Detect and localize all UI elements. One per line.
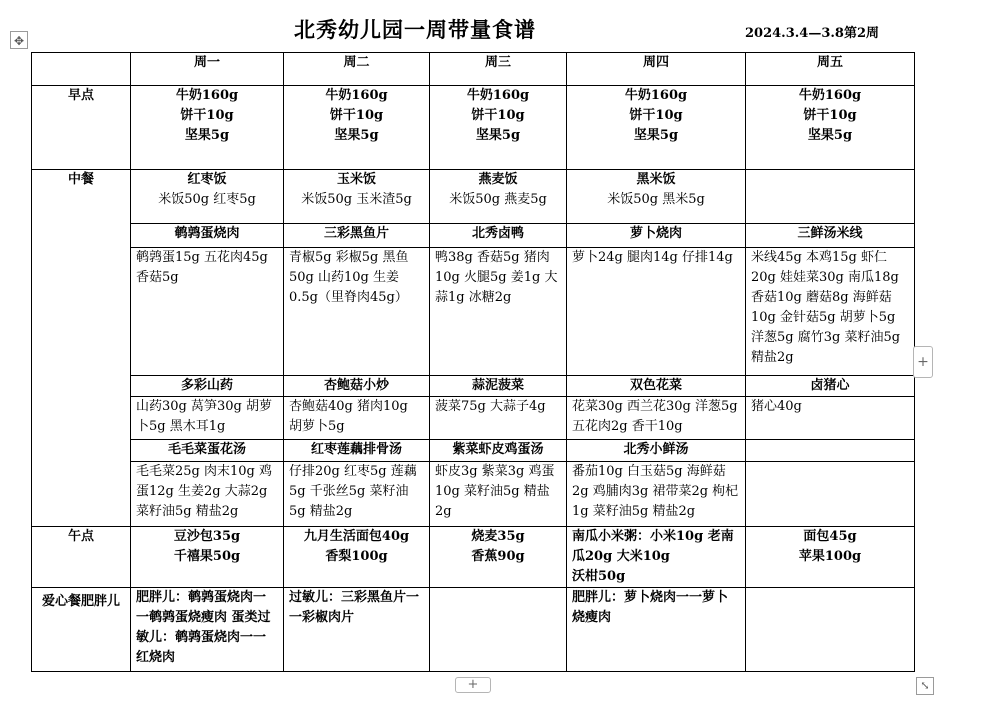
- dish-name: 卤猪心: [746, 376, 915, 397]
- meat-dish-row: [32, 224, 915, 248]
- staple-cell: [746, 170, 915, 224]
- dish-name: 紫菜虾皮鸡蛋汤: [430, 440, 567, 462]
- dish-name: 多彩山药: [131, 376, 284, 397]
- snack-cell: 南瓜小米粥：小米10g 老南瓜20g 大米10g 沃柑50g: [567, 527, 746, 588]
- corner-cell: [32, 53, 131, 86]
- row-label-lunch: 中餐: [32, 170, 131, 527]
- ingredients-cell: 仔排20g 红枣5g 莲藕5g 千张丝5g 菜籽油5g 精盐2g: [284, 462, 430, 527]
- staple-cell: 玉米饭 米饭50g 玉米渣5g: [284, 170, 430, 224]
- ingredients-cell: 虾皮3g 紫菜3g 鸡蛋10g 菜籽油5g 精盐2g: [430, 462, 567, 527]
- staple-cell: 燕麦饭 米饭50g 燕麦5g: [430, 170, 567, 224]
- special-cell: 肥胖儿：鹌鹑蛋烧肉一一鹌鹑蛋烧瘦肉 蛋类过敏儿：鹌鹑蛋烧肉一一红烧肉: [131, 588, 284, 672]
- dish-name: 红枣莲藕排骨汤: [284, 440, 430, 462]
- table-move-icon[interactable]: ✥: [10, 31, 28, 49]
- ingredients-cell: 鸭38g 香菇5g 猪肉10g 火腿5g 姜1g 大蒜1g 冰糖2g: [430, 248, 567, 376]
- dish-name: 北秀小鲜汤: [567, 440, 746, 462]
- veg-dish-row: [32, 376, 915, 397]
- day-header: 周五: [746, 53, 915, 86]
- dish-name: 双色花菜: [567, 376, 746, 397]
- dish-name: 北秀卤鸭: [430, 224, 567, 248]
- ingredients-cell: 菠菜75g 大蒜子4g: [430, 397, 567, 440]
- breakfast-cell: 牛奶160g 饼干10g 坚果5g: [284, 86, 430, 170]
- add-column-button[interactable]: +: [913, 346, 933, 378]
- staple-cell: 黑米饭 米饭50g 黑米5g: [567, 170, 746, 224]
- ingredients-cell: [746, 462, 915, 527]
- ingredients-cell: 米线45g 本鸡15g 虾仁20g 娃娃菜30g 南瓜18g 香菇10g 蘑菇8g 海鲜菇10g 金针菇5g 胡萝卜5g 洋葱5g 腐竹3g 菜籽油5g 精盐2g: [746, 248, 915, 376]
- dish-name: [746, 440, 915, 462]
- dish-name: 萝卜烧肉: [567, 224, 746, 248]
- breakfast-cell: 牛奶160g 饼干10g 坚果5g: [131, 86, 284, 170]
- dish-name: 鹌鹑蛋烧肉: [131, 224, 284, 248]
- add-row-button[interactable]: +: [455, 677, 491, 693]
- meat-ingredients-row: [32, 248, 915, 376]
- special-cell: [746, 588, 915, 672]
- special-cell: 过敏儿：三彩黑鱼片一一彩椒肉片: [284, 588, 430, 672]
- row-label-snack: 午点: [32, 527, 131, 588]
- soup-dish-row: [32, 440, 915, 462]
- soup-ingredients-row: [32, 462, 915, 527]
- snack-cell: 烧麦35g 香蕉90g: [430, 527, 567, 588]
- ingredients-cell: 猪心40g: [746, 397, 915, 440]
- breakfast-cell: 牛奶160g 饼干10g 坚果5g: [746, 86, 915, 170]
- row-label-special: 爱心餐肥胖儿: [32, 588, 131, 672]
- dish-name: 蒜泥菠菜: [430, 376, 567, 397]
- ingredients-cell: 青椒5g 彩椒5g 黑鱼50g 山药10g 生姜0.5g（里脊肉45g）: [284, 248, 430, 376]
- snack-cell: 面包45g 苹果100g: [746, 527, 915, 588]
- dish-name: 三鲜汤米线: [746, 224, 915, 248]
- snack-cell: 豆沙包35g 千禧果50g: [131, 527, 284, 588]
- ingredients-cell: 番茄10g 白玉菇5g 海鲜菇2g 鸡脯肉3g 裙带菜2g 枸杞1g 菜籽油5g 精盐2g: [567, 462, 746, 527]
- week-date: 2024.3.4—3.8第2周: [745, 26, 879, 41]
- dish-name: 杏鲍菇小炒: [284, 376, 430, 397]
- ingredients-cell: 杏鲍菇40g 猪肉10g 胡萝卜5g: [284, 397, 430, 440]
- row-label-breakfast: 早点: [32, 86, 131, 170]
- snack-cell: 九月生活面包40g 香梨100g: [284, 527, 430, 588]
- breakfast-row: [32, 86, 915, 170]
- ingredients-cell: 鹌鹑蛋15g 五花肉45g 香菇5g: [131, 248, 284, 376]
- menu-table: [31, 52, 915, 672]
- snack-row: [32, 527, 915, 588]
- ingredients-cell: 毛毛菜25g 肉末10g 鸡蛋12g 生姜2g 大蒜2g 菜籽油5g 精盐2g: [131, 462, 284, 527]
- staple-row: [32, 170, 915, 224]
- veg-ingredients-row: [32, 397, 915, 440]
- day-header: 周三: [430, 53, 567, 86]
- page-title: 北秀幼儿园一周带量食谱: [294, 17, 536, 42]
- ingredients-cell: 花菜30g 西兰花30g 洋葱5g 五花肉2g 香干10g: [567, 397, 746, 440]
- table-resize-icon[interactable]: ⤡: [916, 677, 934, 695]
- dish-name: 毛毛菜蛋花汤: [131, 440, 284, 462]
- breakfast-cell: 牛奶160g 饼干10g 坚果5g: [430, 86, 567, 170]
- special-cell: 肥胖儿：萝卜烧肉一一萝卜烧瘦肉: [567, 588, 746, 672]
- day-header: 周四: [567, 53, 746, 86]
- ingredients-cell: 萝卜24g 腿肉14g 仔排14g: [567, 248, 746, 376]
- ingredients-cell: 山药30g 莴笋30g 胡萝卜5g 黑木耳1g: [131, 397, 284, 440]
- header-row: [32, 53, 915, 86]
- breakfast-cell: 牛奶160g 饼干10g 坚果5g: [567, 86, 746, 170]
- staple-cell: 红枣饭 米饭50g 红枣5g: [131, 170, 284, 224]
- day-header: 周二: [284, 53, 430, 86]
- day-header: 周一: [131, 53, 284, 86]
- special-row: [32, 588, 915, 672]
- special-cell: [430, 588, 567, 672]
- dish-name: 三彩黑鱼片: [284, 224, 430, 248]
